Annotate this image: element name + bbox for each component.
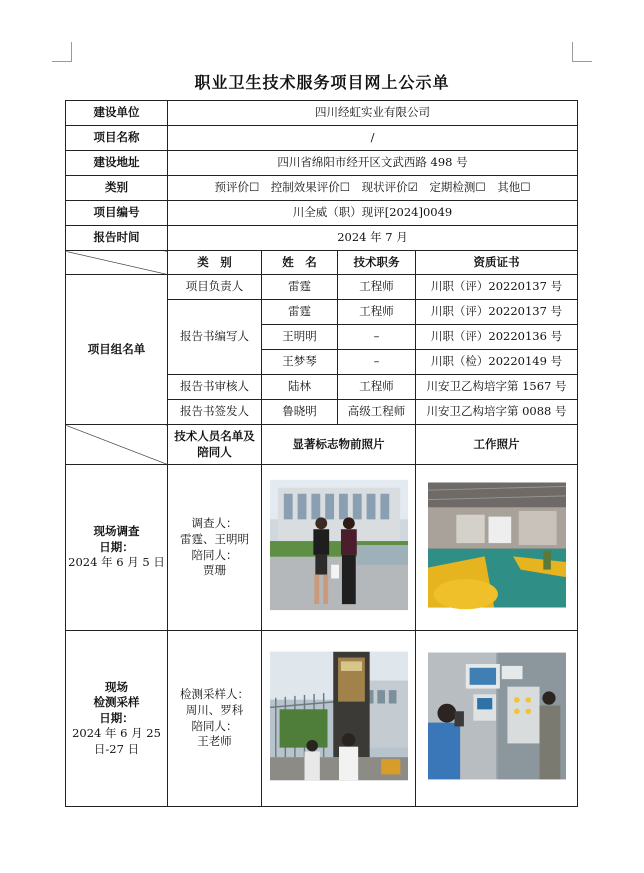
landmark-photo [270,650,408,782]
landmark-photo-header: 显著标志物前照片 [262,425,416,465]
staff-header: 技术人员名单及陪同人 [168,425,262,465]
col-header-category: 类 别 [168,251,262,275]
member-category: 项目负责人 [168,275,262,300]
category-value: 预评价☐ 控制效果评价☐ 现状评价☑ 定期检测☐ 其他☐ [168,176,578,201]
page-title: 职业卫生技术服务项目网上公示单 [194,73,450,92]
sampling-date: 2024 年 6 月 25 [72,726,161,741]
member-cert: 川职（检）20220149 号 [416,350,578,375]
landmark-photo [270,479,408,611]
member-title: 高级工程师 [338,400,416,425]
build-address-value: 四川省绵阳市经开区文武西路 498 号 [168,151,578,176]
row-project-no [66,201,578,226]
surveyor-label: 调查人： [191,516,238,531]
diagonal-cell [66,251,168,275]
report-time-label: 报告时间 [66,226,168,251]
member-title: – [338,350,416,375]
table-row [66,275,578,300]
survey-label: 现场调查 [93,524,140,539]
work-photo-header: 工作照片 [416,425,578,465]
col-header-cert: 资质证书 [416,251,578,275]
survey-row [66,465,578,631]
notice-table [65,100,578,807]
report-time-value: 2024 年 7 月 [168,226,578,251]
sampling-date-2: 日-27 日 [93,741,140,756]
row-build-unit [66,101,578,126]
col-header-name: 姓 名 [262,251,338,275]
sampling-staff-cell [168,631,262,807]
project-no-value: 川全威（职）现评[2024]0049 [168,201,578,226]
member-title: – [338,325,416,350]
survey-work-photo-cell [416,465,578,631]
member-title: 工程师 [338,300,416,325]
photos-header-row [66,425,578,465]
project-group-label: 项目组名单 [66,275,168,425]
survey-date: 2024 年 6 月 5 日 [68,555,165,570]
sampler-names: 周川、罗科 [185,702,244,717]
companion-label: 陪同人： [191,718,238,733]
member-category: 报告书编写人 [168,300,262,375]
survey-date-label: 日期： [99,539,134,554]
companion-name: 贾珊 [203,563,226,578]
member-name: 陆林 [262,375,338,400]
member-name: 王梦琴 [262,350,338,375]
member-cert: 川职（评）20220137 号 [416,300,578,325]
sampling-label-2: 检测采样 [93,695,140,710]
row-category [66,176,578,201]
category-label: 类别 [66,176,168,201]
member-name: 雷霆 [262,300,338,325]
companion-label: 陪同人： [191,547,238,562]
member-name: 王明明 [262,325,338,350]
sampling-date-label: 日期： [99,710,134,725]
sampling-label: 现场 [105,679,128,694]
member-name: 雷霆 [262,275,338,300]
project-no-label: 项目编号 [66,201,168,226]
page-corner-mark [52,42,72,62]
project-name-label: 项目名称 [66,126,168,151]
sampling-date-cell [66,631,168,807]
build-unit-value: 四川经虹实业有限公司 [168,101,578,126]
member-title: 工程师 [338,275,416,300]
member-cert: 川安卫乙构培字第 0088 号 [416,400,578,425]
col-header-title: 技术职务 [338,251,416,275]
member-category: 报告书签发人 [168,400,262,425]
row-project-name [66,126,578,151]
build-address-label: 建设地址 [66,151,168,176]
survey-date-cell [66,465,168,631]
page-corner-mark [572,42,592,62]
build-unit-label: 建设单位 [66,101,168,126]
member-cert: 川职（评）20220137 号 [416,275,578,300]
row-build-address [66,151,578,176]
member-category: 报告书审核人 [168,375,262,400]
sampling-landmark-photo-cell [262,631,416,807]
diagonal-cell [66,425,168,465]
companion-name: 王老师 [197,734,232,749]
row-report-time [66,226,578,251]
sampler-label: 检测采样人： [180,687,249,702]
surveyor-names: 雷霆、王明明 [180,531,249,546]
sampling-work-photo-cell [416,631,578,807]
member-name: 鲁晓明 [262,400,338,425]
survey-landmark-photo-cell [262,465,416,631]
survey-staff-cell [168,465,262,631]
member-title: 工程师 [338,375,416,400]
sampling-row [66,631,578,807]
members-header-row [66,251,578,275]
member-cert: 川职（评）20220136 号 [416,325,578,350]
work-photo [428,479,566,611]
member-cert: 川安卫乙构培字第 1567 号 [416,375,578,400]
project-name-value: / [168,126,578,151]
work-photo [428,650,566,782]
